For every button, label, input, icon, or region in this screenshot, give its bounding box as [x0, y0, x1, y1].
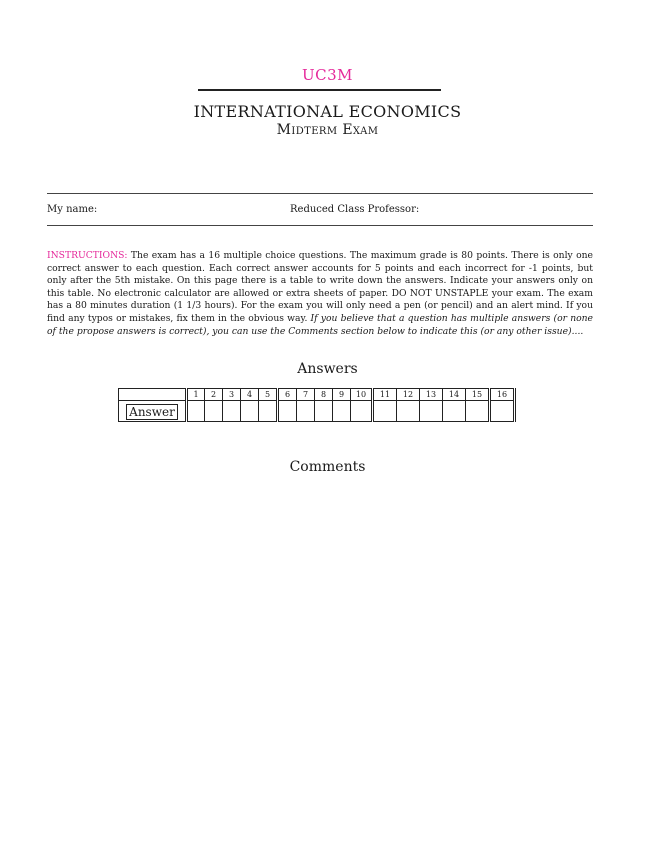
- exam-subtitle: Midterm Exam: [276, 122, 379, 138]
- instructions-note: If you believe that a question has multiple answers (or none of the propose answers is correct), you can use the Comments section below to indicate this (or any other issue)....: [47, 312, 593, 337]
- question-number-cell: 12: [397, 389, 420, 401]
- question-number-cell: 10: [351, 389, 373, 401]
- institution-logo-text: UC3M: [301, 66, 354, 84]
- answer-box[interactable]: [241, 401, 259, 422]
- comments-heading: Comments: [289, 459, 366, 475]
- answer-box[interactable]: [297, 401, 315, 422]
- question-number-cell: 13: [420, 389, 443, 401]
- instructions-body: The exam has a 16 multiple choice questions. The maximum grade is 80 points. There is only one correct answer to each question. Each correct answer accounts for 5 points and each incorrect for -1 points, but only after the 5th mistake. On this page there is a table to write down the answers. Indicate your answers only on this table. No electronic calculator are allowed or extra sheets of paper. DO NOT UNSTAPLE your exam. The exam has a 80 minutes duration (1 1/3 hours). For the exam you will only need a pen (or pencil) and an alert mind. If you find any typos or mistakes, fix them in the obvious way.: [47, 250, 593, 324]
- question-number-cell: 4: [241, 389, 259, 401]
- question-number-cell: 8: [315, 389, 333, 401]
- name-section-top-rule: [47, 193, 593, 194]
- question-number-cell: 15: [466, 389, 490, 401]
- question-number-cell: 7: [297, 389, 315, 401]
- answer-grid: [118, 388, 516, 422]
- corner-cell: [119, 389, 187, 401]
- professor-field-label: Reduced Class Professor:: [290, 204, 420, 215]
- course-title: INTERNATIONAL ECONOMICS: [193, 102, 462, 121]
- instructions-lead: INSTRUCTIONS:: [47, 250, 128, 261]
- answer-box[interactable]: [351, 401, 373, 422]
- name-field-label: My name:: [47, 204, 98, 215]
- answers-heading: Answers: [297, 361, 358, 377]
- answer-row-label: Answer: [126, 404, 178, 420]
- answer-box[interactable]: [443, 401, 466, 422]
- question-number-cell: 2: [205, 389, 223, 401]
- question-number-cell: 3: [223, 389, 241, 401]
- answer-box[interactable]: [490, 401, 515, 422]
- answer-box[interactable]: [373, 401, 397, 422]
- answer-box[interactable]: [466, 401, 490, 422]
- answer-box[interactable]: [259, 401, 278, 422]
- answer-box[interactable]: [205, 401, 223, 422]
- answer-label-cell: [119, 401, 187, 422]
- answer-box[interactable]: [187, 401, 205, 422]
- answer-box[interactable]: [315, 401, 333, 422]
- answer-box[interactable]: [420, 401, 443, 422]
- answer-box[interactable]: [397, 401, 420, 422]
- answer-box[interactable]: [333, 401, 351, 422]
- answer-row: [119, 401, 515, 422]
- question-number-row: [119, 389, 515, 401]
- question-number-cell: 6: [278, 389, 297, 401]
- instructions-paragraph: [47, 250, 593, 338]
- name-section-bottom-rule: [47, 225, 593, 226]
- answer-box[interactable]: [223, 401, 241, 422]
- question-number-cell: 1: [187, 389, 205, 401]
- question-number-cell: 16: [490, 389, 515, 401]
- question-number-cell: 11: [373, 389, 397, 401]
- question-number-cell: 9: [333, 389, 351, 401]
- question-number-cell: 14: [443, 389, 466, 401]
- answer-box[interactable]: [278, 401, 297, 422]
- question-number-cell: 5: [259, 389, 278, 401]
- logo-underline: [198, 89, 441, 91]
